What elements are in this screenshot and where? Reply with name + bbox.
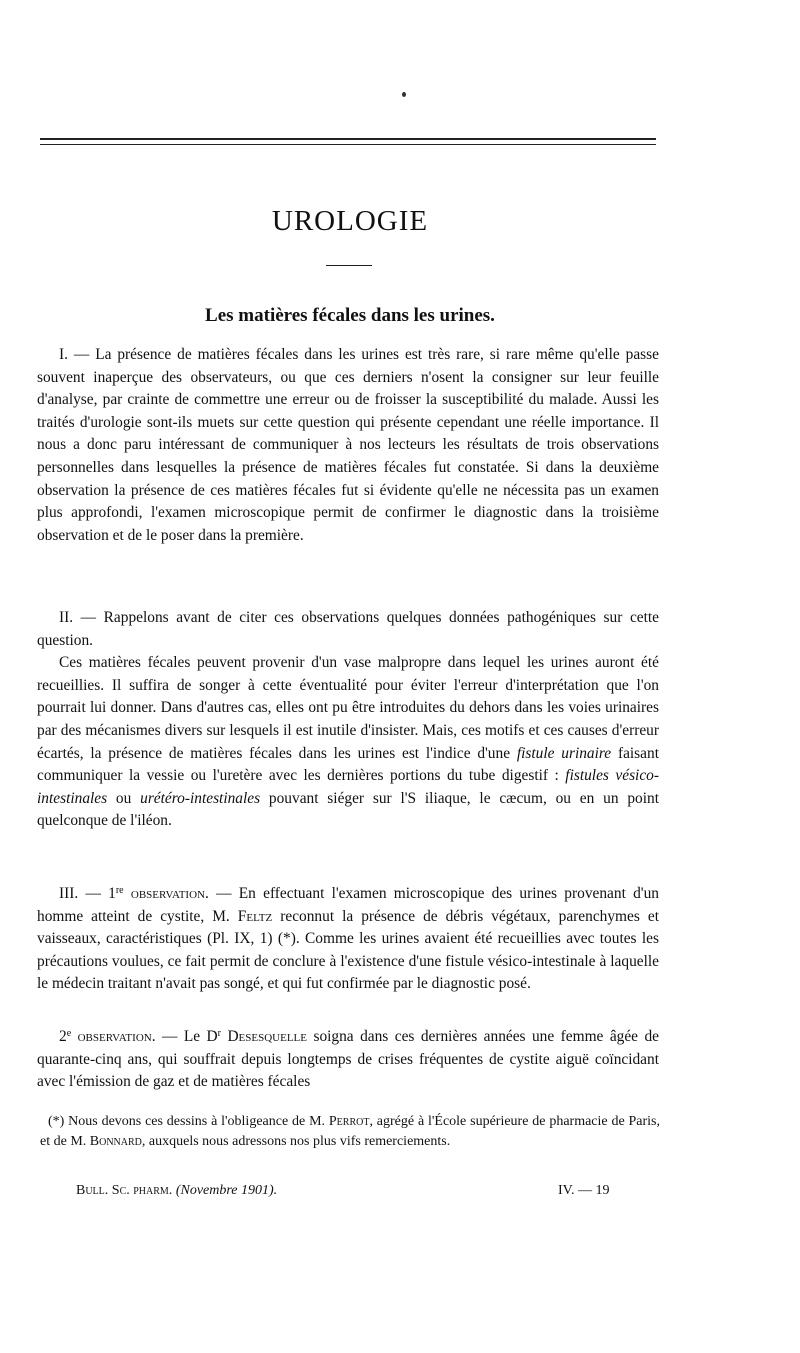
footnote: (*) Nous devons ces dessins à l'obligeance de M. Perrot, agrégé à l'École supérieure de pharmacie de Paris, et de M. Bonnard, auxquels nous adressons nos plus vifs remerciements.: [40, 1114, 661, 1149]
ink-dot: [402, 92, 406, 97]
section-4: [37, 1023, 659, 1094]
section-2-paragraph-b: Ces matières fécales peuvent provenir d'un vase malpropre dans lequel les urines auront été recueillies. Il suffira de songer à cette éventualité pour éviter l'erreur d'interprétation que l'on pourrait lui donner. Dans d'autres cas, elles ont pu être introduites du dehors dans les voies urinaires par des mécanismes divers sur lesquels il est inutile d'insister. Mais, ces motifs et ces causes d'erreur écartés, la présence de matières fécales dans les urines est l'indice d'une fistule urinaire faisant communiquer la vessie ou l'uretère avec les dernières portions du tube digestif : fistules vésico-intestinales ou urétéro-intestinales pouvant siéger sur l'S iliaque, le cæcum, ou en un point quelconque de l'iléon.: [37, 654, 659, 830]
section-2-paragraph: II. — Rappelons avant de citer ces observations quelques données pathogéniques sur cette question.: [37, 609, 659, 649]
page-title: UROLOGIE: [271, 205, 429, 237]
section-3-paragraph: III. — 1re observation. — En effectuant l'examen microscopique des urines provenant d'un homme atteint de cystite, M. Feltz reconnut la présence de débris végétaux, parenchymes et vaisseaux, caractéristiques (Pl. IX, 1) (*). Comme les urines avaient été recueillies avec toutes les précautions voulues, ce fait permit de conclure à l'existence d'une fistule vésico-intestinale à laquelle le médecin traitant n'avait pas songé, et qui fut confirmée par le diagnostic posé.: [37, 885, 659, 993]
section-1-paragraph: I. — La présence de matières fécales dans les urines est très rare, si rare même qu'elle passe souvent inaperçue des observateurs, ou que ces derniers n'osent la consigner sur leur feuille d'analyse, par crainte de commettre une erreur ou de froisser la susceptibilité du malade. Aussi les traités d'urologie sont-ils muets sur cette question qui présente cependant une réelle importance. Il nous a donc paru intéressant de communiquer à nos lecteurs les résultats de trois observations personnelles dans lesquelles la présence de matières fécales fut constatée. Si dans la deuxième observation la présence de ces matières fécales fut si évidente qu'elle ne nécessita pas un examen plus approfondi, l'examen microscopique permit de confirmer le diagnostic dans la troisième observation et de le poser dans la première.: [37, 346, 659, 544]
signature-mark: IV. — 19: [558, 1183, 610, 1198]
top-rule-thin: [40, 144, 656, 145]
top-rule: [40, 138, 656, 140]
section-1: [37, 344, 659, 547]
section-2: [37, 607, 659, 833]
section-3: [37, 880, 659, 996]
section-4-paragraph: 2e observation. — Le $D^r$ Desesquelle soigna dans ces dernières années une femme âgée de quarante-cinq ans, qui souffrait depuis longtemps de crises fréquentes de cystite aiguë coïncidant avec l'émission de gaz et de matières fécales: [37, 1028, 659, 1091]
title-divider: [326, 265, 372, 266]
article-title: Les matières fécales dans les urines.: [205, 305, 495, 326]
journal-footer: Bull. Sc. pharm. (Novembre 1901).: [76, 1183, 278, 1198]
